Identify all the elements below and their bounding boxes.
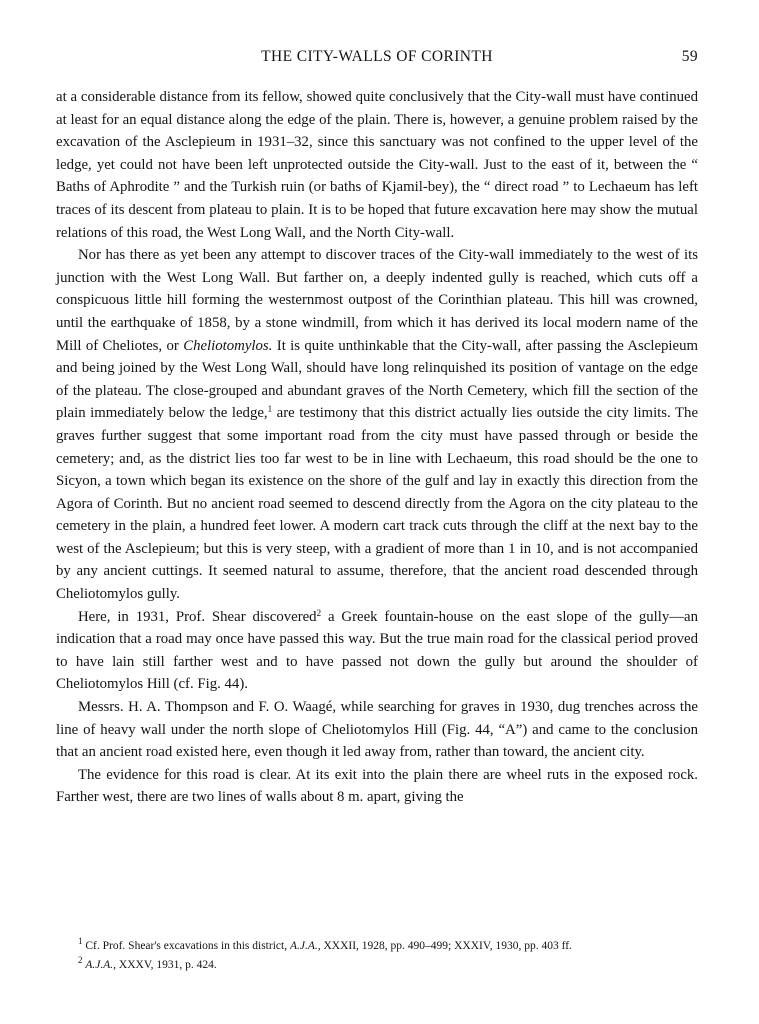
paragraph-3 (56, 606, 698, 696)
paragraph-2 (56, 244, 698, 606)
paragraph-3-part-b: a Greek fountain-house on the east slope of the gully—an indication that a road may once have passed this way. But the true main road for the classical period proved to have lain still farther west and to have passed not down the gully but around the shoulder of Cheliotomylos Hill (cf. Fig. 44). (56, 608, 698, 693)
footnote-2-text: XXXV, 1931, p. 424. (118, 958, 217, 971)
paragraph-5: The evidence for this road is clear. At its exit into the plain there are wheel ruts in the exposed rock. Farther west, there are two lines of walls about 8 m. apart, giving the (56, 766, 698, 806)
running-header (56, 48, 698, 72)
paragraph-3-part-a: Here, in 1931, Prof. Shear discovered (78, 608, 317, 625)
paragraph-1: at a considerable distance from its fellow, showed quite conclusively that the City-wall must have continued at least for an equal distance along the edge of the plain. There is, however, a genuine problem raised by the excavation of the Asclepieum in 1931–32, since this sanctuary was not confined to the upper level of the ledge, yet could not have been left unprotected outside the City-wall. Just to the east of it, between the “ Baths of Aphrodite ” and the Turkish ruin (or baths of Kjamil-bey), the “ direct road ” to Lechaeum has left traces of its descent from plateau to plain. It is to be hoped that future excavation here may show the mutual relations of this road, the West Long Wall, and the North City-wall. (56, 89, 698, 241)
body-text (56, 86, 698, 809)
footnote-1-journal: A.J.A., (289, 940, 321, 952)
footnote-2-mark: 2 (78, 954, 83, 965)
footnote-1-text-a: Cf. Prof. Shear's excavations in this district, (85, 940, 288, 952)
page-number: 59 (681, 48, 698, 65)
paragraph-2-part-a: Nor has there as yet been any attempt to discover traces of the City-wall immediately to the west of its junction with the West Long Wall. But farther on, a deeply indented gully is reached, which cuts off a conspicuous little hill forming the westernmost outpost of the Corinthian plateau. This hill was crowned, until the earthquake of 1858, by a stone windmill, from which it has derived its local modern name of the Mill of Cheliotes, or (56, 247, 698, 354)
footnote-1 (56, 937, 698, 956)
footnote-1-mark: 1 (78, 936, 83, 946)
paragraph-2-part-b: It is quite unthinkable that the City-wall, after passing the Asclepieum and being joined by the West Long Wall, should have long relinquished its position of vantage on the edge of the plateau. The close-grouped and abundant graves of the North Cemetery, which fill the section of the plain immediately below the ledge, (56, 337, 699, 422)
footnote-ref-2: 2 (316, 607, 322, 618)
running-title: THE CITY-WALLS OF CORINTH (261, 48, 493, 65)
footnotes (56, 937, 698, 974)
footnote-ref-1: 1 (267, 404, 273, 415)
footnote-2-journal: A.J.A., (85, 958, 117, 971)
paragraph-4: Messrs. H. A. Thompson and F. O. Waagé, while searching for graves in 1930, dug trenches across the line of heavy wall under the north slope of Cheliotomylos Hill (Fig. 44, “A”) and came to the conclusion that an ancient road existed here, even though it led away from, rather than toward, the ancient city. (56, 699, 698, 761)
cheliotomylos-italic: Cheliotomylos. (183, 337, 273, 354)
footnote-1-text-b: XXXII, 1928, pp. 490–499; XXXIV, 1930, pp. 403 ff. (323, 940, 572, 952)
paragraph-2-part-c: are testimony that this district actually lies outside the city limits. The graves further suggest that some important road from the city must have passed through or beside the cemetery; and, as the district lies too far west to be in line with Lechaeum, this road should be the one to Sicyon, a town which began its existence on the shore of the gulf and lay in exactly this direction from the Agora of Corinth. But no ancient road seemed to descend directly from the Agora on the city plateau to the cemetery in the plain, a hundred feet lower. A modern cart track cuts through the cliff at the next bay to the west of the Asclepieum; but this is very steep, with a gradient of more than 1 in 10, and is not accompanied by any ancient cuttings. It seemed natural to assume, therefore, that the ancient road descended through Cheliotomylos gully. (56, 405, 699, 603)
footnote-2 (56, 956, 698, 975)
